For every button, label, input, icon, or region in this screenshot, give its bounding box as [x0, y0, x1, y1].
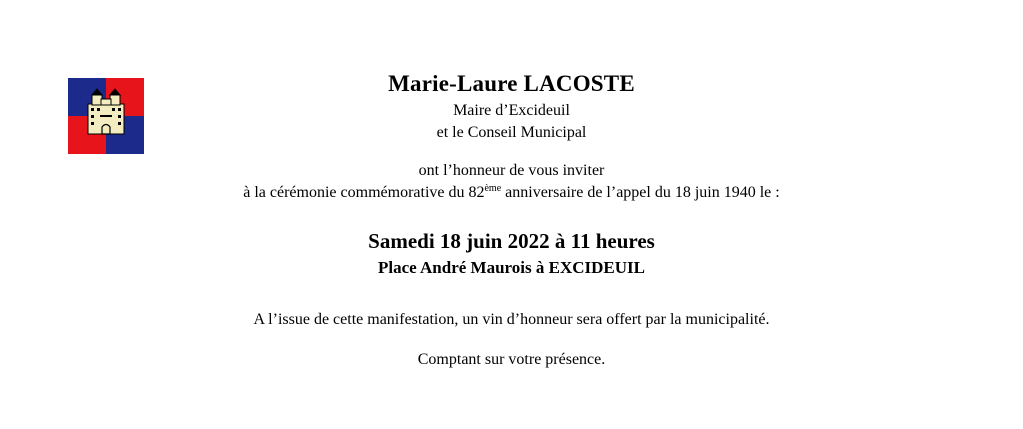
event-date-time: Samedi 18 juin 2022 à 11 heures — [368, 229, 655, 253]
event-place: Place André Maurois à EXCIDEUIL — [378, 258, 645, 277]
ordinal-suffix: ème — [484, 183, 502, 194]
closing-line: Comptant sur votre présence. — [417, 351, 606, 368]
invitation-line-2-end: anniversaire de l’appel du 18 juin 1940 le : — [501, 184, 780, 201]
invitation-line-1: ont l’honneur de vous inviter — [418, 162, 605, 179]
host-title: Maire d’Excideuil — [453, 102, 570, 119]
reception-notice: A l’issue de cette manifestation, un vin d’honneur sera offert par la municipalité. — [253, 311, 770, 328]
invitation-line-2 — [0, 184, 1023, 202]
council-line: et le Conseil Municipal — [436, 124, 587, 141]
host-name: Marie-Laure LACOSTE — [388, 71, 635, 96]
invitation-line-2-start: à la cérémonie commémorative du 82 — [243, 184, 485, 201]
